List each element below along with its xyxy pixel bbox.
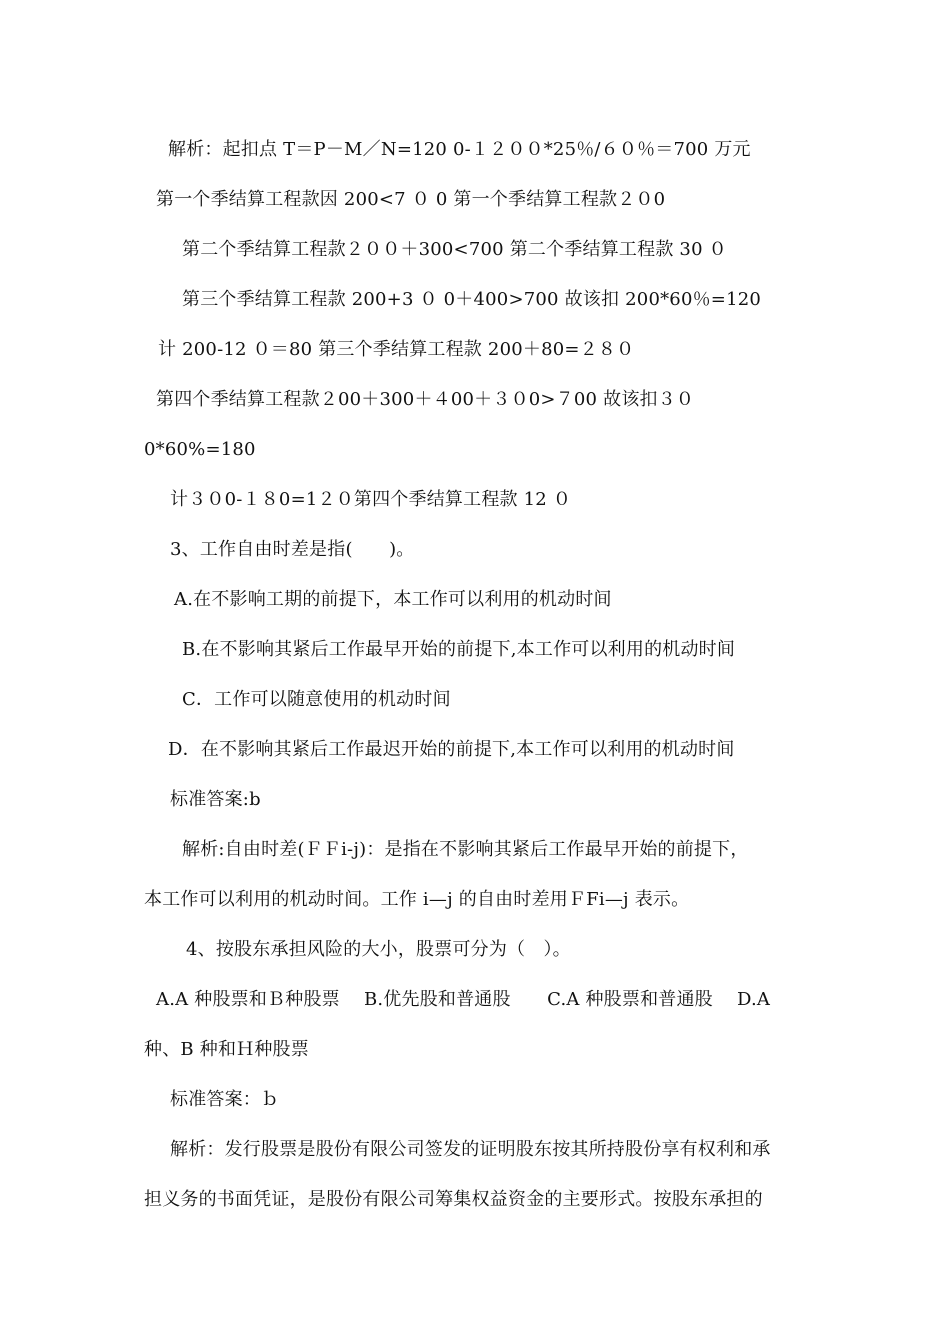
question-4: 4、按股东承担风险的大小，股票可分为（ ）。 xyxy=(186,939,571,960)
question-3: 3、工作自由时差是指( )。 xyxy=(170,539,415,560)
question-3-analysis-cont: 本工作可以利用的机动时间。工作 i—j 的自由时差用ＦFi—j 表示。 xyxy=(144,889,690,910)
question-3-option-d: D．在不影响其紧后工作最迟开始的前提下,本工作可以利用的机动时间 xyxy=(168,739,735,760)
question-3-option-c: C．工作可以随意使用的机动时间 xyxy=(182,689,451,710)
question-4-answer: 标准答案：ｂ xyxy=(170,1089,280,1110)
question-4-analysis-cont: 担义务的书面凭证，是股份有限公司筹集权益资金的主要形式。按股东承担的 xyxy=(144,1189,763,1210)
calc-line-q3: 第三个季结算工程款 200+3 ０ 0＋400>700 故该扣 200*60％=120 xyxy=(182,289,762,310)
question-4-options: A.A 种股票和Ｂ种股票 B.优先股和普通股 C.A 种股票和普通股 D.A xyxy=(156,989,771,1010)
calc-line-q4: 第四个季结算工程款２00＋300＋４00＋３０0>７00 故该扣３０ xyxy=(156,389,695,410)
calc-line-q3-result: 计 200-12 ０＝80 第三个季结算工程款 200＋80=２８０ xyxy=(158,339,635,360)
calc-line-q4-cont: 0*60%=180 xyxy=(144,439,256,460)
question-4-analysis: 解析：发行股票是股份有限公司签发的证明股东按其所持股份享有权利和承 xyxy=(170,1139,771,1160)
analysis-line-deduction-point: 解析：起扣点 T＝P－M／N=120 0-１２００*25％/６０％＝700 万元 xyxy=(168,139,751,160)
calc-line-q2: 第二个季结算工程款２００＋300<700 第二个季结算工程款 30 ０ xyxy=(182,239,727,260)
question-4-options-cont: 种、B 种和Ｈ种股票 xyxy=(144,1039,309,1060)
calc-line-q4-result: 计３０0-１８0=1２０第四个季结算工程款 12 ０ xyxy=(170,489,572,510)
question-3-answer: 标准答案:b xyxy=(170,789,261,810)
question-3-option-a: A.在不影响工期的前提下，本工作可以利用的机动时间 xyxy=(174,589,612,610)
question-3-option-b: B.在不影响其紧后工作最早开始的前提下,本工作可以利用的机动时间 xyxy=(182,639,736,660)
question-3-analysis: 解析:自由时差(ＦＦi-j)：是指在不影响其紧后工作最早开始的前提下， xyxy=(182,839,749,860)
calc-line-q1: 第一个季结算工程款因 200<7 ０ 0 第一个季结算工程款２０0 xyxy=(156,189,666,210)
